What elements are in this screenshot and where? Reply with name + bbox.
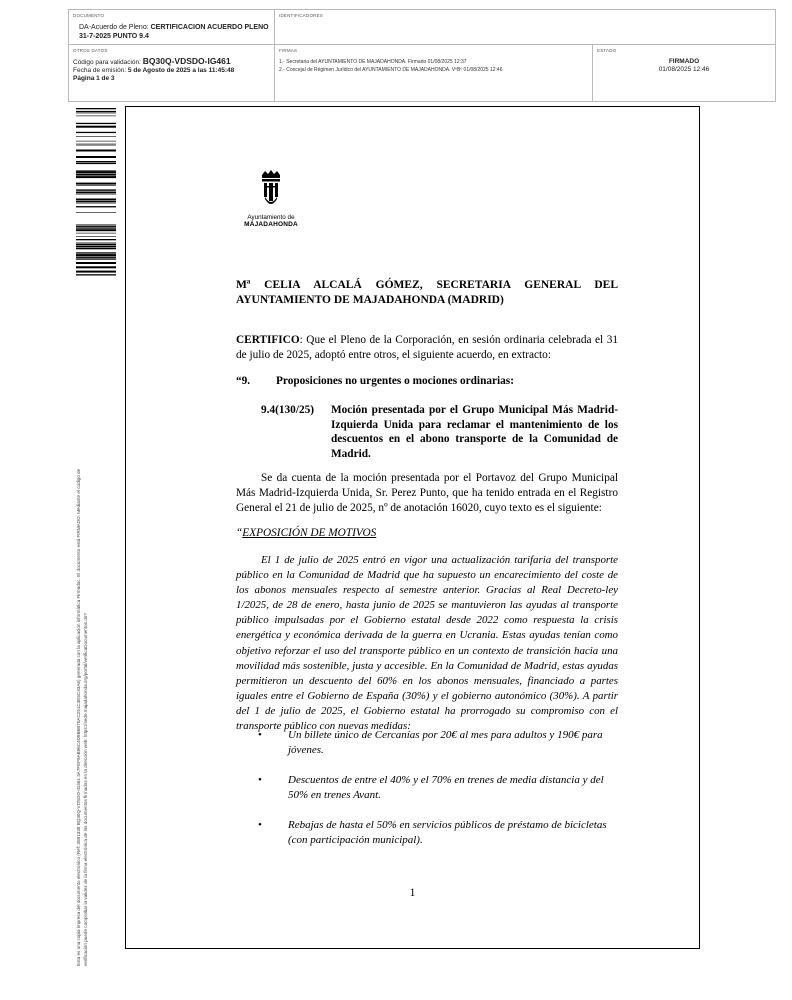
certifico-paragraph	[236, 333, 618, 363]
barcode-bar	[76, 185, 116, 186]
barcode-bar	[76, 248, 116, 249]
barcode-bar	[76, 150, 116, 152]
motion-title: Moción presentada por el Grupo Municipal Más Madrid-Izquierda Unida para reclamar el mantenimiento de los descuentos en el abono transporte de la Comunidad de Madrid.	[331, 404, 618, 460]
documento-cell	[69, 10, 275, 45]
barcode-bar	[76, 257, 116, 258]
barcode-bar	[76, 123, 116, 124]
barcode-bar	[76, 141, 116, 142]
barcode-bar	[76, 262, 116, 264]
barcode-bar	[76, 239, 116, 240]
barcode-bar	[76, 226, 116, 227]
otros-datos-value	[73, 57, 234, 83]
estado-cell	[593, 45, 775, 101]
barcode-bar	[76, 136, 116, 137]
document-page	[125, 106, 700, 949]
agenda-item	[236, 374, 618, 389]
side-text-line-2: verificación puede comprobar la validez de la firma electrónica de los documentos firmados en la dirección web: https://sede.majadahonda.org/portal/verificaDocumentos.do?	[82, 613, 88, 966]
coat-of-arms-icon	[256, 169, 286, 209]
barcode-bar	[76, 194, 116, 195]
barcode-bar	[76, 113, 116, 114]
verification-side-text	[76, 266, 89, 966]
barcode-bar	[76, 244, 116, 245]
firma-2: 2.- Concejal de Régimen Jurídico del AYUNTAMIENTO DE MAJADAHONDA. VºBº 01/08/2025 12:46	[279, 67, 503, 73]
barcode-bar	[76, 161, 116, 162]
firma-1: 1.- Secretaria del AYUNTAMIENTO DE MAJADAHONDA. Firmado 01/08/2025 12:37	[279, 59, 467, 65]
barcode-bar	[76, 176, 116, 178]
barcode-bar	[76, 233, 116, 234]
barcode-bar	[76, 236, 116, 237]
certifico-label: CERTIFICO	[236, 334, 300, 346]
signature-header	[68, 9, 776, 102]
codigo-label: Código para validación:	[73, 59, 143, 66]
estado-label: ESTADO	[597, 48, 617, 53]
documento-prefix: DA-Acuerdo de Pleno:	[79, 24, 151, 31]
barcode-bar	[76, 126, 116, 128]
barcode-bar	[76, 163, 116, 164]
barcode-bar	[76, 258, 116, 259]
barcode-bar	[76, 132, 116, 133]
barcode-bar	[76, 156, 116, 158]
exposicion-paragraph: El 1 de julio de 2025 entró en vigor una actualización tarifaria del transporte público en la Comunidad de Madrid que ha supuesto un encarecimiento del coste de los abonos mensuales respecto al semestre anterior. Gracias al Real Decreto-ley 1/2025, de 28 de enero, hasta junio de 2025 se mantuvieron las ayudas al transporte público impulsadas por el Gobierno estatal desde 2022 como respuesta la crisis energética y económica derivada de la guerra en Ucrania. Estas ayudas tenían como objetivo reforzar el uso del transporte público en un contexto de transición hacia una movilidad más sostenible, justa y accesible. En la Comunidad de Madrid, estas ayudas permitieron un descuento del 60% en los abonos mensuales, financiado a partes iguales entre el Gobierno de España (30%) y el gobierno autonómico (30%). A partir del 1 de julio de 2025, el Gobierno estatal ha prorrogado su compromiso con el transporte público con nuevas medidas:	[236, 554, 618, 733]
barcode-bar	[76, 190, 116, 191]
documento-label: DOCUMENTO	[73, 13, 105, 18]
barcode-bar	[76, 254, 116, 256]
bullet-icon: •	[258, 774, 262, 786]
documento-title: CERTIFICACION ACUERDO PLENO 31-7-2025 PUNTO 9.4	[79, 24, 269, 40]
list-item	[258, 728, 620, 758]
agenda-item-number: “9.	[236, 375, 251, 387]
barcode-bar	[76, 116, 116, 117]
barcode-bar	[76, 243, 116, 244]
measure-text: Un billete único de Cercanías por 20€ al mes para adultos y 190€ para jóvenes.	[288, 729, 603, 756]
logo-line-1: Ayuntamiento de	[247, 214, 295, 221]
barcode	[76, 108, 116, 276]
barcode-bar	[76, 183, 116, 185]
logo-line-2: MAJADAHONDA	[244, 221, 298, 228]
agenda-item-title: Proposiciones no urgentes o mociones ordinarias:	[276, 375, 514, 387]
exposicion-title: EXPOSICIÓN DE MOTIVOS	[242, 527, 377, 539]
barcode-bar	[76, 206, 116, 207]
barcode-bar	[76, 108, 116, 109]
emission-date: 5 de Agosto de 2025 a las 11:45:48	[127, 67, 235, 74]
certifico-text: : Que el Pleno de la Corporación, en sesión ordinaria celebrada el 31 de julio de 2025, adoptó entre otros, el siguiente acuerdo, en extracto:	[236, 334, 618, 361]
motion-heading	[261, 403, 618, 461]
fecha-label: Fecha de emisión:	[73, 67, 128, 74]
page-number: 1	[409, 887, 416, 899]
measure-text: Descuentos de entre el 40% y el 70% en trenes de media distancia y del 50% en trenes Avant.	[288, 774, 604, 801]
side-text-line-1: Esta es una copia impresa del documento electrónico (Ref: 3891338 BQ30Q-VDSDO-IG461 3A7FEF9AB96C4D8B6B70AC251C3E5C43A6) generada con la aplicación informática Firmadoc. El documento está FIRMADO. Mediante el código de	[76, 468, 81, 966]
measures-list	[258, 728, 620, 863]
motion-number: 9.4(130/25)	[261, 404, 315, 416]
barcode-bar	[76, 227, 116, 228]
certifier-title	[236, 278, 618, 307]
bullet-icon: •	[258, 729, 262, 741]
barcode-bar	[76, 192, 116, 193]
firmas-list	[279, 58, 502, 74]
documento-value	[79, 23, 274, 41]
barcode-bar	[76, 170, 116, 171]
title-line-2: AYUNTAMIENTO DE MAJADAHONDA (MADRID)	[236, 293, 504, 306]
otros-datos-label: OTROS DATOS	[73, 48, 108, 53]
validation-code[interactable]: BQ30Q-VDSDO-IG461	[142, 56, 231, 66]
barcode-bar	[76, 203, 116, 204]
exposicion-quote: “	[236, 527, 243, 539]
barcode-bar	[76, 246, 116, 248]
barcode-bar	[76, 174, 116, 176]
barcode-bar	[76, 144, 116, 145]
firmas-cell	[275, 45, 593, 101]
identificadores-label: IDENTIFICADORES	[279, 13, 324, 18]
barcode-bar	[76, 229, 116, 231]
barcode-bar	[76, 145, 116, 146]
barcode-bar	[76, 212, 116, 213]
otros-datos-cell	[69, 45, 275, 101]
barcode-bar	[76, 171, 116, 173]
barcode-bar	[76, 201, 116, 202]
estado-value	[593, 58, 775, 74]
motion-intro-paragraph: Se da cuenta de la moción presentada por el Portavoz del Grupo Municipal Más Madrid-Izquierda Unida, Sr. Perez Punto, que ha tenido entrada en el Registro General el 21 de julio de 2025, nº de anotación 16020, cuyo texto es el siguiente:	[236, 472, 618, 514]
barcode-bar	[76, 111, 116, 112]
exposicion-heading	[236, 526, 618, 541]
barcode-bar	[76, 199, 116, 201]
bullet-icon: •	[258, 819, 262, 831]
list-item	[258, 818, 620, 848]
title-line-1: Mª CELIA ALCALÁ GÓMEZ, SECRETARIA GENERAL DEL	[236, 279, 618, 291]
barcode-bar	[76, 189, 116, 190]
measure-text: Rebajas de hasta el 50% en servicios públicos de préstamo de bicicletas (con participación municipal).	[288, 819, 607, 846]
list-item	[258, 773, 620, 803]
firmas-label: FIRMAS	[279, 48, 298, 53]
barcode-bar	[76, 252, 116, 253]
barcode-bar	[76, 225, 116, 226]
municipality-logo	[241, 169, 301, 229]
estado-status: FIRMADO	[668, 58, 700, 65]
estado-date: 01/08/2025 12:46	[658, 66, 710, 73]
identificadores-cell	[275, 10, 775, 45]
page-count: Página 1 de 3	[73, 75, 115, 82]
